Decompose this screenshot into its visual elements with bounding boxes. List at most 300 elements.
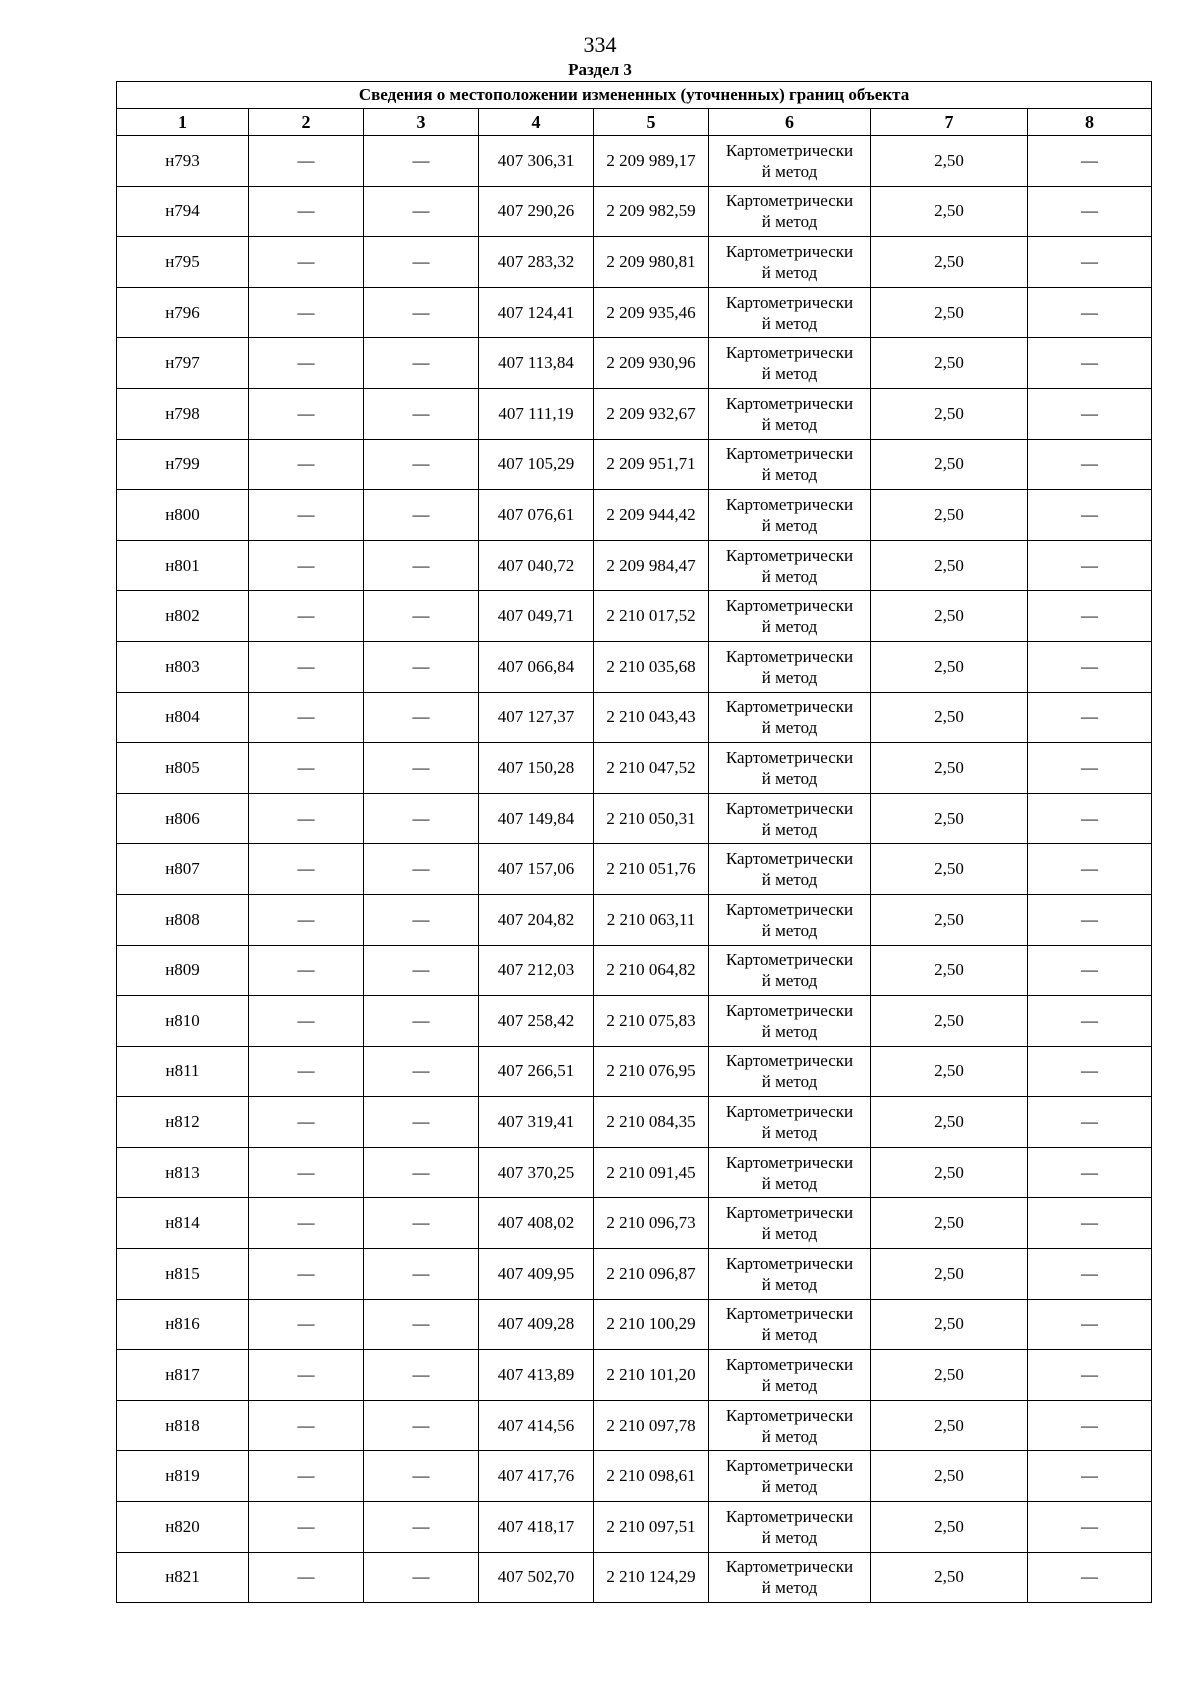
- col-3-cell: —: [364, 540, 479, 591]
- x-coordinate-cell: 407 113,84: [479, 338, 594, 389]
- col-2-cell: —: [249, 1249, 364, 1300]
- table-row: [117, 1097, 1152, 1148]
- method-line-2: й метод: [761, 1376, 818, 1396]
- point-id-cell: н797: [117, 338, 249, 389]
- method-cell: [709, 136, 871, 187]
- method-line-2: й метод: [761, 971, 818, 991]
- col-8-cell: —: [1028, 844, 1152, 895]
- method-cell: [709, 1451, 871, 1502]
- x-coordinate-cell: 407 150,28: [479, 743, 594, 794]
- col-8-cell: —: [1028, 894, 1152, 945]
- method-line-1: Картометрически: [725, 545, 854, 565]
- col-3-cell: —: [364, 844, 479, 895]
- accuracy-cell: 2,50: [871, 338, 1028, 389]
- point-id-cell: н796: [117, 287, 249, 338]
- y-coordinate-cell: 2 210 124,29: [594, 1552, 709, 1603]
- method-line-1: Картометрически: [725, 596, 854, 616]
- accuracy-cell: 2,50: [871, 743, 1028, 794]
- col-2-cell: —: [249, 692, 364, 743]
- col-3-cell: —: [364, 287, 479, 338]
- x-coordinate-cell: 407 290,26: [479, 186, 594, 237]
- accuracy-cell: 2,50: [871, 945, 1028, 996]
- y-coordinate-cell: 2 210 097,51: [594, 1502, 709, 1553]
- point-id-cell: н802: [117, 591, 249, 642]
- accuracy-cell: 2,50: [871, 1147, 1028, 1198]
- col-2-cell: —: [249, 1400, 364, 1451]
- point-id-cell: н813: [117, 1147, 249, 1198]
- table-row: [117, 1147, 1152, 1198]
- method-cell: [709, 439, 871, 490]
- col-8-cell: —: [1028, 945, 1152, 996]
- table-row: [117, 692, 1152, 743]
- col-3-cell: —: [364, 136, 479, 187]
- y-coordinate-cell: 2 209 984,47: [594, 540, 709, 591]
- accuracy-cell: 2,50: [871, 1400, 1028, 1451]
- x-coordinate-cell: 407 149,84: [479, 793, 594, 844]
- method-line-2: й метод: [761, 920, 818, 940]
- col-2-cell: —: [249, 1451, 364, 1502]
- method-cell: [709, 1400, 871, 1451]
- method-line-1: Картометрически: [725, 444, 854, 464]
- method-line-1: Картометрически: [725, 343, 854, 363]
- table-row: [117, 641, 1152, 692]
- col-8-cell: —: [1028, 338, 1152, 389]
- accuracy-cell: 2,50: [871, 1249, 1028, 1300]
- accuracy-cell: 2,50: [871, 388, 1028, 439]
- table-row: [117, 287, 1152, 338]
- col-8-cell: —: [1028, 1400, 1152, 1451]
- method-line-2: й метод: [761, 718, 818, 738]
- method-cell: [709, 1198, 871, 1249]
- column-header-8: 8: [1028, 109, 1152, 136]
- point-id-cell: н806: [117, 793, 249, 844]
- col-2-cell: —: [249, 540, 364, 591]
- y-coordinate-cell: 2 210 076,95: [594, 1046, 709, 1097]
- method-line-2: й метод: [761, 1426, 818, 1446]
- method-line-2: й метод: [761, 1477, 818, 1497]
- method-cell: [709, 743, 871, 794]
- col-3-cell: —: [364, 1350, 479, 1401]
- point-id-cell: н821: [117, 1552, 249, 1603]
- y-coordinate-cell: 2 210 035,68: [594, 641, 709, 692]
- col-3-cell: —: [364, 388, 479, 439]
- x-coordinate-cell: 407 409,95: [479, 1249, 594, 1300]
- method-line-1: Картометрически: [725, 1304, 854, 1324]
- col-2-cell: —: [249, 1198, 364, 1249]
- method-cell: [709, 1350, 871, 1401]
- method-cell: [709, 540, 871, 591]
- accuracy-cell: 2,50: [871, 1046, 1028, 1097]
- method-line-1: Картометрически: [725, 241, 854, 261]
- table-row: [117, 743, 1152, 794]
- method-line-2: й метод: [761, 1021, 818, 1041]
- column-header-2: 2: [249, 109, 364, 136]
- col-2-cell: —: [249, 1097, 364, 1148]
- col-3-cell: —: [364, 692, 479, 743]
- y-coordinate-cell: 2 209 935,46: [594, 287, 709, 338]
- table-row: [117, 894, 1152, 945]
- method-line-1: Картометрически: [725, 191, 854, 211]
- method-cell: [709, 1249, 871, 1300]
- accuracy-cell: 2,50: [871, 1502, 1028, 1553]
- method-cell: [709, 490, 871, 541]
- col-2-cell: —: [249, 945, 364, 996]
- accuracy-cell: 2,50: [871, 641, 1028, 692]
- col-3-cell: —: [364, 1097, 479, 1148]
- point-id-cell: н810: [117, 996, 249, 1047]
- accuracy-cell: 2,50: [871, 540, 1028, 591]
- y-coordinate-cell: 2 210 051,76: [594, 844, 709, 895]
- method-line-1: Картометрически: [725, 899, 854, 919]
- point-id-cell: н794: [117, 186, 249, 237]
- col-8-cell: —: [1028, 996, 1152, 1047]
- table-row: [117, 1198, 1152, 1249]
- x-coordinate-cell: 407 414,56: [479, 1400, 594, 1451]
- x-coordinate-cell: 407 157,06: [479, 844, 594, 895]
- col-3-cell: —: [364, 237, 479, 288]
- col-3-cell: —: [364, 641, 479, 692]
- point-id-cell: н817: [117, 1350, 249, 1401]
- method-line-2: й метод: [761, 566, 818, 586]
- col-3-cell: —: [364, 186, 479, 237]
- table-row: [117, 591, 1152, 642]
- x-coordinate-cell: 407 319,41: [479, 1097, 594, 1148]
- method-line-1: Картометрически: [725, 747, 854, 767]
- point-id-cell: н807: [117, 844, 249, 895]
- method-line-1: Картометрически: [725, 1456, 854, 1476]
- method-line-2: й метод: [761, 1072, 818, 1092]
- column-header-3: 3: [364, 109, 479, 136]
- x-coordinate-cell: 407 306,31: [479, 136, 594, 187]
- method-cell: [709, 894, 871, 945]
- x-coordinate-cell: 407 066,84: [479, 641, 594, 692]
- col-2-cell: —: [249, 844, 364, 895]
- y-coordinate-cell: 2 210 047,52: [594, 743, 709, 794]
- col-2-cell: —: [249, 388, 364, 439]
- col-2-cell: —: [249, 641, 364, 692]
- col-3-cell: —: [364, 338, 479, 389]
- method-line-1: Картометрически: [725, 1051, 854, 1071]
- column-header-6: 6: [709, 109, 871, 136]
- y-coordinate-cell: 2 209 989,17: [594, 136, 709, 187]
- x-coordinate-cell: 407 409,28: [479, 1299, 594, 1350]
- col-3-cell: —: [364, 1400, 479, 1451]
- col-8-cell: —: [1028, 1451, 1152, 1502]
- col-8-cell: —: [1028, 692, 1152, 743]
- method-cell: [709, 591, 871, 642]
- table-row: [117, 1046, 1152, 1097]
- point-id-cell: н805: [117, 743, 249, 794]
- col-3-cell: —: [364, 1299, 479, 1350]
- method-line-2: й метод: [761, 819, 818, 839]
- column-header-row: [117, 109, 1152, 136]
- method-line-2: й метод: [761, 262, 818, 282]
- accuracy-cell: 2,50: [871, 439, 1028, 490]
- y-coordinate-cell: 2 210 017,52: [594, 591, 709, 642]
- method-cell: [709, 186, 871, 237]
- table-body: [117, 136, 1152, 1603]
- x-coordinate-cell: 407 076,61: [479, 490, 594, 541]
- point-id-cell: н795: [117, 237, 249, 288]
- table-row: [117, 1502, 1152, 1553]
- accuracy-cell: 2,50: [871, 1299, 1028, 1350]
- x-coordinate-cell: 407 111,19: [479, 388, 594, 439]
- table-row: [117, 945, 1152, 996]
- column-header-7: 7: [871, 109, 1028, 136]
- method-line-2: й метод: [761, 161, 818, 181]
- page-number: 334: [583, 32, 617, 57]
- col-8-cell: —: [1028, 1097, 1152, 1148]
- y-coordinate-cell: 2 210 063,11: [594, 894, 709, 945]
- col-3-cell: —: [364, 945, 479, 996]
- col-2-cell: —: [249, 996, 364, 1047]
- y-coordinate-cell: 2 210 043,43: [594, 692, 709, 743]
- col-2-cell: —: [249, 1552, 364, 1603]
- method-line-2: й метод: [761, 1173, 818, 1193]
- y-coordinate-cell: 2 210 064,82: [594, 945, 709, 996]
- method-line-1: Картометрически: [725, 1355, 854, 1375]
- col-2-cell: —: [249, 793, 364, 844]
- column-header-4: 4: [479, 109, 594, 136]
- col-3-cell: —: [364, 1147, 479, 1198]
- y-coordinate-cell: 2 210 100,29: [594, 1299, 709, 1350]
- table-row: [117, 1249, 1152, 1300]
- col-8-cell: —: [1028, 540, 1152, 591]
- col-8-cell: —: [1028, 439, 1152, 490]
- method-line-2: й метод: [761, 1123, 818, 1143]
- col-2-cell: —: [249, 186, 364, 237]
- col-3-cell: —: [364, 439, 479, 490]
- y-coordinate-cell: 2 210 098,61: [594, 1451, 709, 1502]
- accuracy-cell: 2,50: [871, 894, 1028, 945]
- method-line-2: й метод: [761, 465, 818, 485]
- point-id-cell: н812: [117, 1097, 249, 1148]
- method-line-1: Картометрически: [725, 646, 854, 666]
- method-line-1: Картометрически: [725, 494, 854, 514]
- y-coordinate-cell: 2 210 075,83: [594, 996, 709, 1047]
- y-coordinate-cell: 2 209 932,67: [594, 388, 709, 439]
- method-cell: [709, 1147, 871, 1198]
- method-line-1: Картометрически: [725, 393, 854, 413]
- method-line-1: Картометрически: [725, 1506, 854, 1526]
- col-3-cell: —: [364, 1046, 479, 1097]
- method-cell: [709, 641, 871, 692]
- x-coordinate-cell: 407 413,89: [479, 1350, 594, 1401]
- accuracy-cell: 2,50: [871, 1198, 1028, 1249]
- col-2-cell: —: [249, 490, 364, 541]
- x-coordinate-cell: 407 418,17: [479, 1502, 594, 1553]
- col-8-cell: —: [1028, 237, 1152, 288]
- col-8-cell: —: [1028, 1198, 1152, 1249]
- col-2-cell: —: [249, 743, 364, 794]
- table-row: [117, 186, 1152, 237]
- y-coordinate-cell: 2 209 951,71: [594, 439, 709, 490]
- col-8-cell: —: [1028, 490, 1152, 541]
- method-cell: [709, 1552, 871, 1603]
- col-8-cell: —: [1028, 186, 1152, 237]
- accuracy-cell: 2,50: [871, 287, 1028, 338]
- col-3-cell: —: [364, 1249, 479, 1300]
- col-3-cell: —: [364, 894, 479, 945]
- point-id-cell: н816: [117, 1299, 249, 1350]
- col-2-cell: —: [249, 1350, 364, 1401]
- x-coordinate-cell: 407 258,42: [479, 996, 594, 1047]
- method-line-2: й метод: [761, 870, 818, 890]
- x-coordinate-cell: 407 049,71: [479, 591, 594, 642]
- accuracy-cell: 2,50: [871, 1097, 1028, 1148]
- method-cell: [709, 1502, 871, 1553]
- method-cell: [709, 1299, 871, 1350]
- y-coordinate-cell: 2 210 097,78: [594, 1400, 709, 1451]
- accuracy-cell: 2,50: [871, 692, 1028, 743]
- table-row: [117, 1451, 1152, 1502]
- accuracy-cell: 2,50: [871, 793, 1028, 844]
- col-3-cell: —: [364, 490, 479, 541]
- point-id-cell: н798: [117, 388, 249, 439]
- x-coordinate-cell: 407 283,32: [479, 237, 594, 288]
- x-coordinate-cell: 407 417,76: [479, 1451, 594, 1502]
- method-cell: [709, 237, 871, 288]
- y-coordinate-cell: 2 210 084,35: [594, 1097, 709, 1148]
- table-row: [117, 136, 1152, 187]
- method-line-2: й метод: [761, 1325, 818, 1345]
- col-8-cell: —: [1028, 388, 1152, 439]
- col-8-cell: —: [1028, 1299, 1152, 1350]
- column-header-5: 5: [594, 109, 709, 136]
- point-id-cell: н815: [117, 1249, 249, 1300]
- x-coordinate-cell: 407 370,25: [479, 1147, 594, 1198]
- point-id-cell: н811: [117, 1046, 249, 1097]
- table-row: [117, 1400, 1152, 1451]
- x-coordinate-cell: 407 204,82: [479, 894, 594, 945]
- method-cell: [709, 1097, 871, 1148]
- point-id-cell: н808: [117, 894, 249, 945]
- y-coordinate-cell: 2 209 944,42: [594, 490, 709, 541]
- y-coordinate-cell: 2 210 096,87: [594, 1249, 709, 1300]
- accuracy-cell: 2,50: [871, 237, 1028, 288]
- col-8-cell: —: [1028, 1552, 1152, 1603]
- table-row: [117, 996, 1152, 1047]
- col-3-cell: —: [364, 1552, 479, 1603]
- method-cell: [709, 388, 871, 439]
- method-cell: [709, 945, 871, 996]
- method-line-2: й метод: [761, 1224, 818, 1244]
- method-line-2: й метод: [761, 1527, 818, 1547]
- x-coordinate-cell: 407 408,02: [479, 1198, 594, 1249]
- table-row: [117, 439, 1152, 490]
- y-coordinate-cell: 2 209 930,96: [594, 338, 709, 389]
- method-line-2: й метод: [761, 617, 818, 637]
- col-3-cell: —: [364, 1502, 479, 1553]
- point-id-cell: н804: [117, 692, 249, 743]
- accuracy-cell: 2,50: [871, 136, 1028, 187]
- method-cell: [709, 793, 871, 844]
- col-2-cell: —: [249, 439, 364, 490]
- x-coordinate-cell: 407 127,37: [479, 692, 594, 743]
- table-row: [117, 1299, 1152, 1350]
- point-id-cell: н818: [117, 1400, 249, 1451]
- x-coordinate-cell: 407 212,03: [479, 945, 594, 996]
- table-row: [117, 844, 1152, 895]
- method-line-2: й метод: [761, 1578, 818, 1598]
- col-3-cell: —: [364, 1451, 479, 1502]
- method-line-1: Картометрически: [725, 1557, 854, 1577]
- x-coordinate-cell: 407 105,29: [479, 439, 594, 490]
- method-cell: [709, 692, 871, 743]
- table-row: [117, 1350, 1152, 1401]
- method-cell: [709, 844, 871, 895]
- method-line-1: Картометрически: [725, 849, 854, 869]
- x-coordinate-cell: 407 502,70: [479, 1552, 594, 1603]
- y-coordinate-cell: 2 209 980,81: [594, 237, 709, 288]
- table-row: [117, 793, 1152, 844]
- col-2-cell: —: [249, 591, 364, 642]
- col-8-cell: —: [1028, 287, 1152, 338]
- accuracy-cell: 2,50: [871, 591, 1028, 642]
- table-row: [117, 540, 1152, 591]
- col-8-cell: —: [1028, 591, 1152, 642]
- method-line-1: Картометрически: [725, 697, 854, 717]
- col-8-cell: —: [1028, 1046, 1152, 1097]
- method-line-1: Картометрически: [725, 1102, 854, 1122]
- col-8-cell: —: [1028, 1147, 1152, 1198]
- method-line-1: Картометрически: [725, 1152, 854, 1172]
- method-line-2: й метод: [761, 667, 818, 687]
- col-8-cell: —: [1028, 1502, 1152, 1553]
- col-3-cell: —: [364, 743, 479, 794]
- col-3-cell: —: [364, 1198, 479, 1249]
- col-3-cell: —: [364, 591, 479, 642]
- method-line-1: Картометрически: [725, 1405, 854, 1425]
- accuracy-cell: 2,50: [871, 1350, 1028, 1401]
- accuracy-cell: 2,50: [871, 186, 1028, 237]
- point-id-cell: н800: [117, 490, 249, 541]
- table-row: [117, 237, 1152, 288]
- col-2-cell: —: [249, 136, 364, 187]
- point-id-cell: н803: [117, 641, 249, 692]
- col-2-cell: —: [249, 237, 364, 288]
- point-id-cell: н814: [117, 1198, 249, 1249]
- col-2-cell: —: [249, 338, 364, 389]
- point-id-cell: н801: [117, 540, 249, 591]
- x-coordinate-cell: 407 124,41: [479, 287, 594, 338]
- method-line-2: й метод: [761, 212, 818, 232]
- y-coordinate-cell: 2 209 982,59: [594, 186, 709, 237]
- col-2-cell: —: [249, 1046, 364, 1097]
- point-id-cell: н799: [117, 439, 249, 490]
- method-cell: [709, 338, 871, 389]
- method-line-1: Картометрически: [725, 1253, 854, 1273]
- method-line-1: Картометрически: [725, 950, 854, 970]
- table-row: [117, 1552, 1152, 1603]
- table-caption: Сведения о местоположении измененных (уточненных) границ объекта: [117, 82, 1152, 109]
- method-line-1: Картометрически: [725, 798, 854, 818]
- col-2-cell: —: [249, 1502, 364, 1553]
- accuracy-cell: 2,50: [871, 996, 1028, 1047]
- table-row: [117, 388, 1152, 439]
- method-cell: [709, 996, 871, 1047]
- col-2-cell: —: [249, 1147, 364, 1198]
- method-line-2: й метод: [761, 1274, 818, 1294]
- col-2-cell: —: [249, 287, 364, 338]
- accuracy-cell: 2,50: [871, 1552, 1028, 1603]
- column-header-1: 1: [117, 109, 249, 136]
- coordinates-table: [116, 81, 1152, 1603]
- col-8-cell: —: [1028, 136, 1152, 187]
- col-8-cell: —: [1028, 1350, 1152, 1401]
- y-coordinate-cell: 2 210 101,20: [594, 1350, 709, 1401]
- col-8-cell: —: [1028, 793, 1152, 844]
